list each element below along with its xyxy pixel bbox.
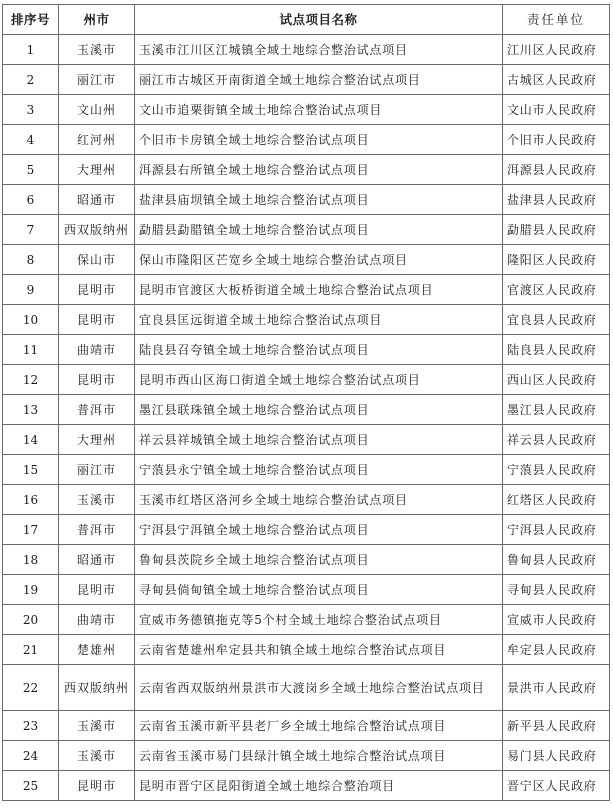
table-row — [3, 35, 610, 65]
cell-index: 18 — [3, 545, 59, 575]
cell-index: 10 — [3, 305, 59, 335]
cell-city: 玉溪市 — [59, 711, 135, 741]
cell-city: 西双版纳州 — [59, 215, 135, 245]
cell-index: 25 — [3, 771, 59, 801]
cell-city: 普洱市 — [59, 515, 135, 545]
table-body — [3, 35, 610, 801]
cell-project: 云南省玉溪市新平县老厂乡全域土地综合整治试点项目 — [135, 711, 503, 741]
header-city: 州市 — [59, 5, 135, 35]
table-row — [3, 155, 610, 185]
cell-project: 墨江县联珠镇全域土地综合整治试点项目 — [135, 395, 503, 425]
table-row — [3, 635, 610, 665]
cell-responsible: 个旧市人民政府 — [503, 125, 610, 155]
table-row — [3, 305, 610, 335]
cell-project: 玉溪市红塔区洛河乡全域土地综合整治试点项目 — [135, 485, 503, 515]
cell-project: 鲁甸县茨院乡全域土地综合整治试点项目 — [135, 545, 503, 575]
cell-index: 3 — [3, 95, 59, 125]
table-row — [3, 771, 610, 801]
cell-project: 宁洱县宁洱镇全域土地综合整治试点项目 — [135, 515, 503, 545]
header-row — [3, 5, 610, 35]
table-row — [3, 711, 610, 741]
cell-responsible: 勐腊县人民政府 — [503, 215, 610, 245]
cell-project: 玉溪市江川区江城镇全域土地综合整治试点项目 — [135, 35, 503, 65]
cell-index: 8 — [3, 245, 59, 275]
table-row — [3, 185, 610, 215]
cell-city: 昭通市 — [59, 185, 135, 215]
table-header — [3, 5, 610, 35]
cell-city: 保山市 — [59, 245, 135, 275]
cell-project: 祥云县祥城镇全域土地综合整治试点项目 — [135, 425, 503, 455]
cell-project: 宁蒗县永宁镇全域土地综合整治试点项目 — [135, 455, 503, 485]
cell-project: 陆良县召夸镇全域土地综合整治试点项目 — [135, 335, 503, 365]
cell-project: 云南省玉溪市易门县绿汁镇全域土地综合整治试点项目 — [135, 741, 503, 771]
table-row — [3, 741, 610, 771]
table-row — [3, 425, 610, 455]
cell-city: 西双版纳州 — [59, 665, 135, 711]
header-index: 排序号 — [3, 5, 59, 35]
cell-city: 楚雄州 — [59, 635, 135, 665]
cell-index: 14 — [3, 425, 59, 455]
cell-project: 云南省西双版纳州景洪市大渡岗乡全域土地综合整治试点项目 — [135, 665, 503, 711]
cell-city: 昆明市 — [59, 365, 135, 395]
table-row — [3, 665, 610, 711]
cell-responsible: 易门县人民政府 — [503, 741, 610, 771]
table-row — [3, 545, 610, 575]
cell-responsible: 盐津县人民政府 — [503, 185, 610, 215]
cell-project: 个旧市卡房镇全域土地综合整治试点项目 — [135, 125, 503, 155]
cell-index: 9 — [3, 275, 59, 305]
cell-project: 丽江市古城区开南街道全域土地综合整治试点项目 — [135, 65, 503, 95]
cell-city: 玉溪市 — [59, 741, 135, 771]
cell-index: 5 — [3, 155, 59, 185]
cell-responsible: 陆良县人民政府 — [503, 335, 610, 365]
cell-responsible: 隆阳区人民政府 — [503, 245, 610, 275]
cell-responsible: 新平县人民政府 — [503, 711, 610, 741]
cell-city: 昭通市 — [59, 545, 135, 575]
cell-responsible: 鲁甸县人民政府 — [503, 545, 610, 575]
cell-responsible: 江川区人民政府 — [503, 35, 610, 65]
cell-responsible: 红塔区人民政府 — [503, 485, 610, 515]
cell-index: 6 — [3, 185, 59, 215]
cell-index: 23 — [3, 711, 59, 741]
cell-index: 11 — [3, 335, 59, 365]
cell-city: 红河州 — [59, 125, 135, 155]
cell-index: 22 — [3, 665, 59, 711]
cell-project: 昆明市西山区海口街道全域土地综合整治试点项目 — [135, 365, 503, 395]
cell-responsible: 洱源县人民政府 — [503, 155, 610, 185]
cell-city: 大理州 — [59, 425, 135, 455]
table-row — [3, 515, 610, 545]
table-row — [3, 275, 610, 305]
cell-city: 曲靖市 — [59, 335, 135, 365]
table-row — [3, 125, 610, 155]
cell-responsible: 景洪市人民政府 — [503, 665, 610, 711]
cell-index: 24 — [3, 741, 59, 771]
cell-responsible: 寻甸县人民政府 — [503, 575, 610, 605]
cell-responsible: 宁蒗县人民政府 — [503, 455, 610, 485]
cell-index: 19 — [3, 575, 59, 605]
cell-responsible: 晋宁区人民政府 — [503, 771, 610, 801]
cell-city: 玉溪市 — [59, 35, 135, 65]
cell-city: 昆明市 — [59, 305, 135, 335]
pilot-project-table — [2, 4, 610, 801]
cell-responsible: 官渡区人民政府 — [503, 275, 610, 305]
cell-city: 丽江市 — [59, 455, 135, 485]
cell-project: 宜良县匡远街道全域土地综合整治试点项目 — [135, 305, 503, 335]
cell-index: 15 — [3, 455, 59, 485]
cell-project: 云南省楚雄州牟定县共和镇全域土地综合整治试点项目 — [135, 635, 503, 665]
cell-project: 洱源县右所镇全域土地综合整治试点项目 — [135, 155, 503, 185]
header-responsible: 责任单位 — [503, 5, 610, 35]
cell-responsible: 文山市人民政府 — [503, 95, 610, 125]
table-row — [3, 485, 610, 515]
cell-index: 1 — [3, 35, 59, 65]
table-row — [3, 65, 610, 95]
cell-index: 4 — [3, 125, 59, 155]
table-row — [3, 605, 610, 635]
cell-responsible: 宜良县人民政府 — [503, 305, 610, 335]
table-row — [3, 365, 610, 395]
cell-project: 宣威市务德镇拖克等5个村全域土地综合整治试点项目 — [135, 605, 503, 635]
cell-city: 文山州 — [59, 95, 135, 125]
header-project: 试点项目名称 — [135, 5, 503, 35]
cell-index: 20 — [3, 605, 59, 635]
table-row — [3, 395, 610, 425]
cell-city: 普洱市 — [59, 395, 135, 425]
cell-responsible: 宣威市人民政府 — [503, 605, 610, 635]
cell-project: 盐津县庙坝镇全域土地综合整治试点项目 — [135, 185, 503, 215]
cell-responsible: 西山区人民政府 — [503, 365, 610, 395]
cell-index: 12 — [3, 365, 59, 395]
cell-city: 曲靖市 — [59, 605, 135, 635]
cell-index: 16 — [3, 485, 59, 515]
cell-project: 勐腊县勐腊镇全域土地综合整治试点项目 — [135, 215, 503, 245]
cell-responsible: 古城区人民政府 — [503, 65, 610, 95]
cell-city: 大理州 — [59, 155, 135, 185]
cell-city: 昆明市 — [59, 275, 135, 305]
table-row — [3, 335, 610, 365]
table-row — [3, 245, 610, 275]
cell-responsible: 墨江县人民政府 — [503, 395, 610, 425]
cell-project: 寻甸县倘甸镇全域土地综合整治试点项目 — [135, 575, 503, 605]
cell-project: 昆明市官渡区大板桥街道全域土地综合整治试点项目 — [135, 275, 503, 305]
table-row — [3, 575, 610, 605]
cell-city: 玉溪市 — [59, 485, 135, 515]
cell-index: 13 — [3, 395, 59, 425]
cell-index: 17 — [3, 515, 59, 545]
cell-responsible: 祥云县人民政府 — [503, 425, 610, 455]
cell-index: 2 — [3, 65, 59, 95]
cell-city: 昆明市 — [59, 771, 135, 801]
cell-project: 文山市追栗街镇全域土地综合整治试点项目 — [135, 95, 503, 125]
cell-city: 昆明市 — [59, 575, 135, 605]
table-row — [3, 455, 610, 485]
pilot-project-table-sheet — [2, 4, 609, 801]
cell-project: 昆明市晋宁区昆阳街道全域土地综合整治项目 — [135, 771, 503, 801]
table-row — [3, 215, 610, 245]
cell-responsible: 牟定县人民政府 — [503, 635, 610, 665]
cell-index: 7 — [3, 215, 59, 245]
cell-project: 保山市隆阳区芒宽乡全域土地综合整治试点项目 — [135, 245, 503, 275]
cell-responsible: 宁洱县人民政府 — [503, 515, 610, 545]
table-row — [3, 95, 610, 125]
cell-index: 21 — [3, 635, 59, 665]
cell-city: 丽江市 — [59, 65, 135, 95]
